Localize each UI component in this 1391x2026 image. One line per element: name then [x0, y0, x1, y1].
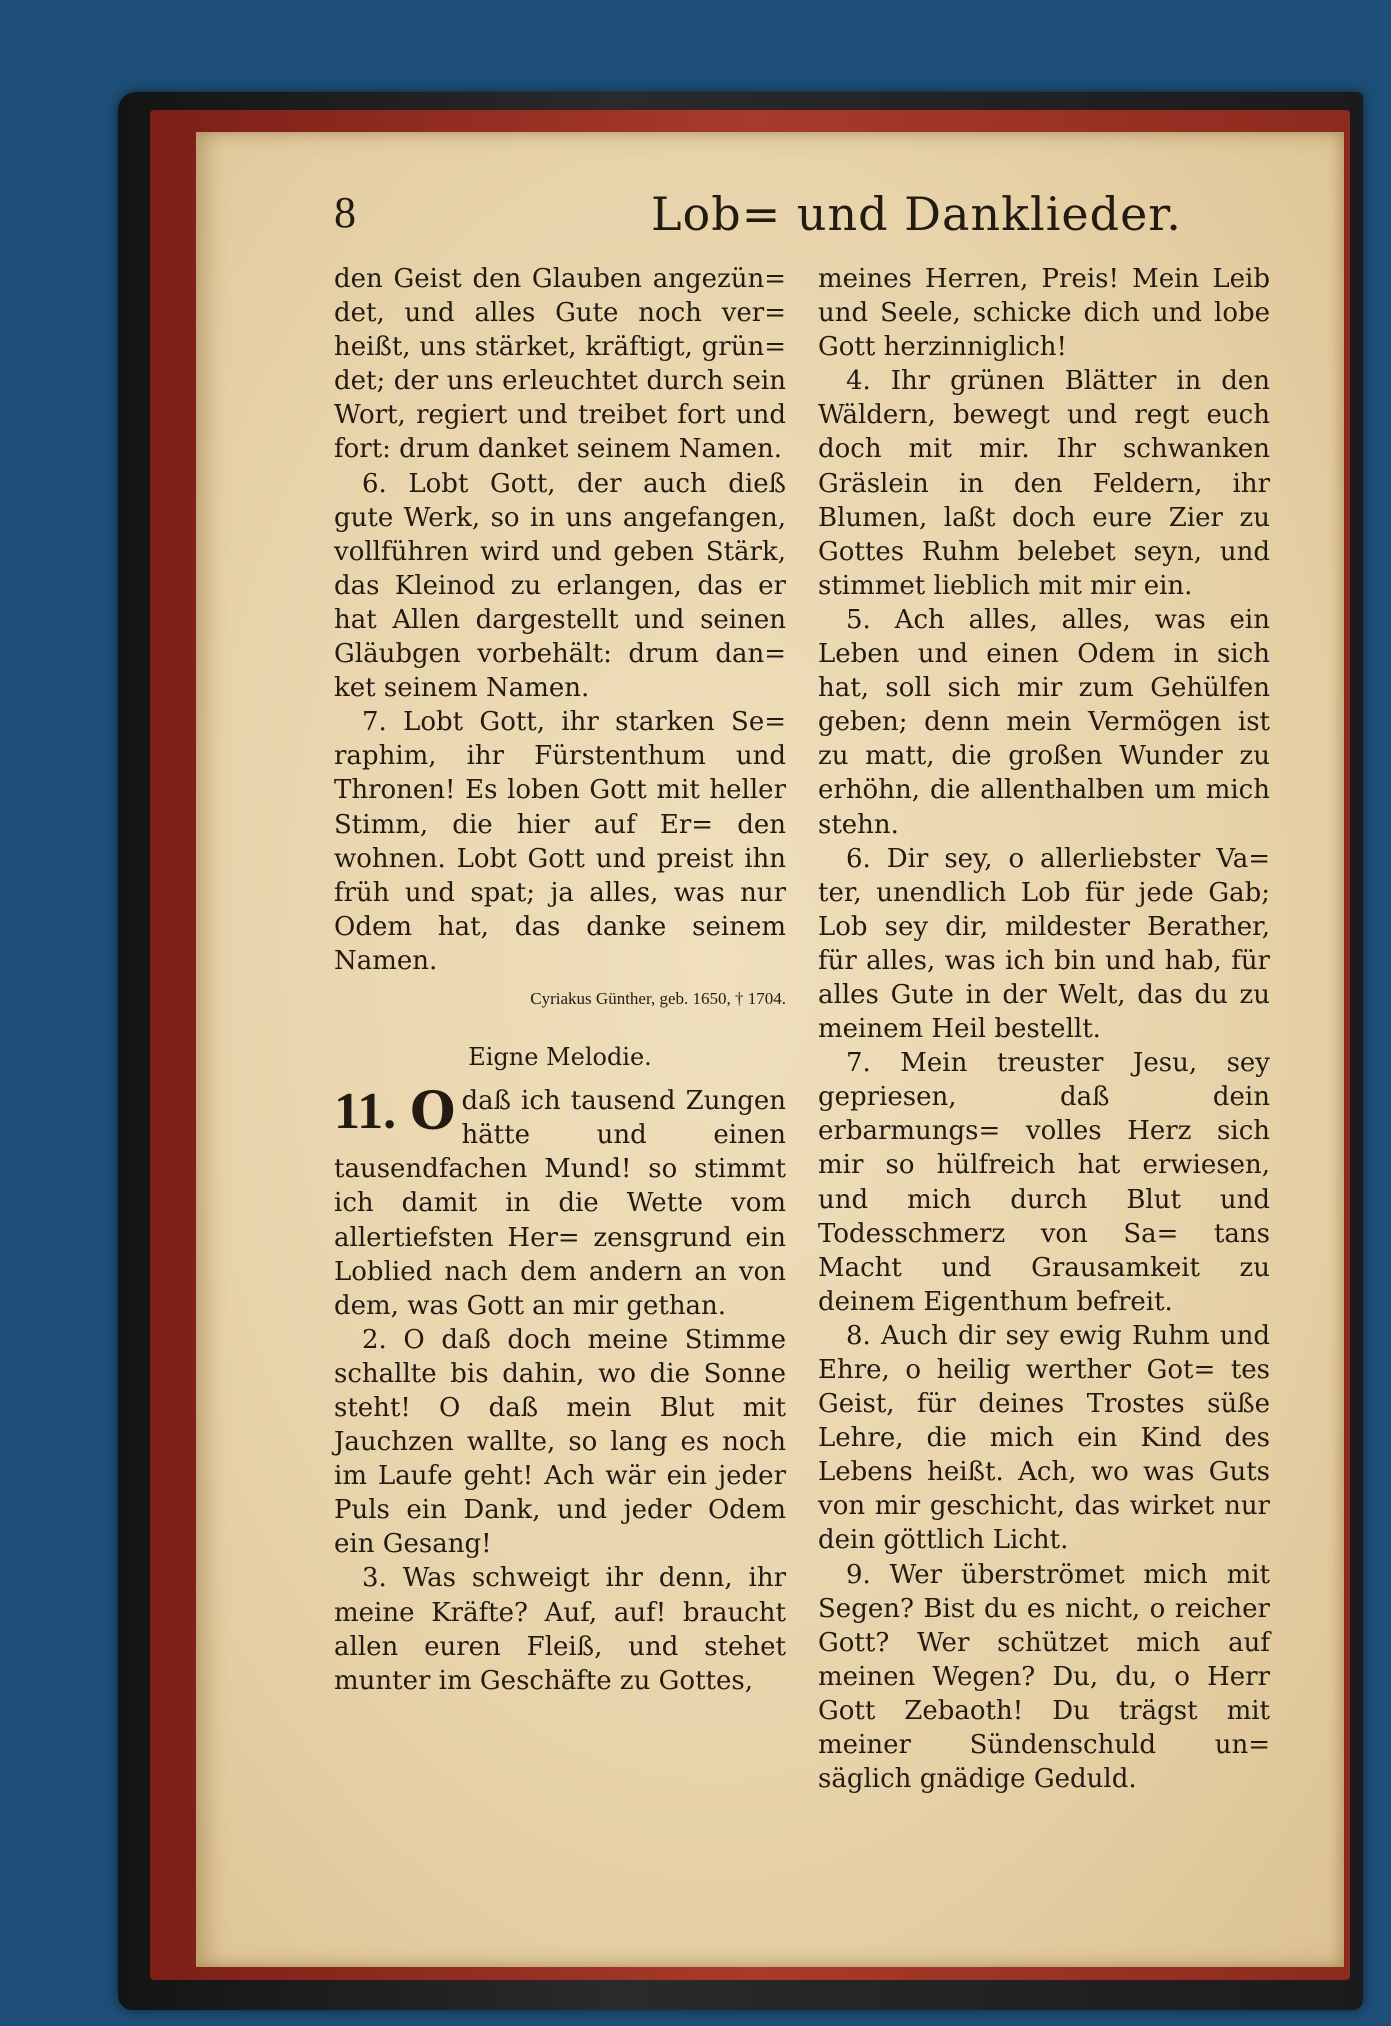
right-continuation: meines Herren, Preis! Mein Leib und Seele, schicke dich und lobe Gott herzinniglich! — [818, 264, 1270, 363]
left-verse-2: 2. O daß doch meine Stimme schallte bis dahin, wo die Sonne steht! O daß mein Blut mit Jauchzen wallte, so lang es noch im Laufe geht! Ach wär ein jeder Puls ein Dank, und jeder Odem ein Gesang! — [334, 1324, 786, 1560]
hymn-11-start — [334, 1081, 786, 1323]
right-verse-8: 8. Auch dir sey ewig Ruhm und Ehre, o heilig werther Got= tes Geist, für deines Trostes süße Lehre, die mich ein Kind des Lebens heißt. Ach, wo was Guts von mir geschicht, das wirket nur dein göttlich Licht. — [818, 1320, 1270, 1556]
running-title: Lob= und Danklieder. — [651, 187, 1182, 241]
left-verse-6: 6. Lobt Gott, der auch dieß gute Werk, so in uns angefangen, vollführen wird und geben Stärk, das Kleinod zu erlangen, das er hat Allen dargestellt und seinen Gläubgen vorbehält: drum dan= ket seinem Namen. — [334, 468, 786, 704]
left-column — [334, 262, 786, 1698]
hymn-verse-1: daß ich tausend Zungen hätte und einen tausendfachen Mund! so stimmt ich damit in die Wette vom allertiefsten Her= zensgrund ein Loblied nach dem andern an von dem, was Gott an mir gethan. — [334, 1086, 786, 1321]
book-page — [196, 132, 1344, 1967]
right-column — [818, 262, 1270, 1796]
right-verse-6: 6. Dir sey, o allerliebster Va= ter, unendlich Lob für jede Gab; Lob sey dir, mildester Berather, für alles, was ich bin und hab, für alles Gute in der Welt, das du zu meinem Heil bestellt. — [818, 843, 1270, 1045]
melody-heading: Eigne Melodie. — [468, 1043, 652, 1072]
right-verse-7: 7. Mein treuster Jesu, sey gepriesen, daß dein erbarmungs= volles Herz sich mir so hülfreich hat erwiesen, und mich durch Blut und Todesschmerz von Sa= tans Macht und Grausamkeit zu deinem Eigenthum befreit. — [818, 1048, 1270, 1317]
right-verse-9: 9. Wer überströmet mich mit Segen? Bist du es nicht, o reicher Gott? Wer schützet mich auf meinen Wegen? Du, du, o Herr Gott Zebaoth! Du trägst mit meiner Sündenschuld un= säglich gnädige Geduld. — [818, 1559, 1270, 1795]
left-verse-3: 3. Was schweigt ihr denn, ihr meine Kräfte? Auf, auf! braucht allen euren Fleiß, und stehet munter im Geschäfte zu Gottes, — [334, 1563, 786, 1696]
left-continuation: den Geist den Glauben angezün= det, und alles Gute noch ver= heißt, uns stärket, kräftigt, grün= det; der uns erleuchtet durch sein Wort, regiert und treibet fort und fort: drum danket seinem Namen. — [334, 264, 786, 465]
right-verse-4: 4. Ihr grünen Blätter in den Wäldern, bewegt und regt euch doch mit mir. Ihr schwanken Gräslein in den Feldern, ihr Blumen, laßt doch eure Zier zu Gottes Ruhm belebet seyn, und stimmet lieblich mit mir ein. — [818, 366, 1270, 601]
hymn-number: 11. — [334, 1083, 397, 1141]
right-verse-5: 5. Ach alles, alles, was ein Leben und einen Odem in sich hat, soll sich mir zum Gehülfen geben; denn mein Vermögen ist zu matt, die großen Wunder zu erhöhn, die allenthalben um mich stehn. — [818, 604, 1270, 840]
hymn-attribution: Cyriakus Günther, geb. 1650, † 1704. — [530, 988, 786, 1008]
page-number: 8 — [334, 188, 356, 237]
drop-cap: O — [410, 1081, 456, 1143]
left-verse-7: 7. Lobt Gott, ihr starken Se= raphim, ihr Fürstenthum und Thronen! Es loben Gott mit heller Stimm, die hier auf Er= den wohnen. Lobt Gott und preist ihn früh und spat; ja alles, was nur Odem hat, das danke seinem Namen. — [334, 707, 786, 976]
